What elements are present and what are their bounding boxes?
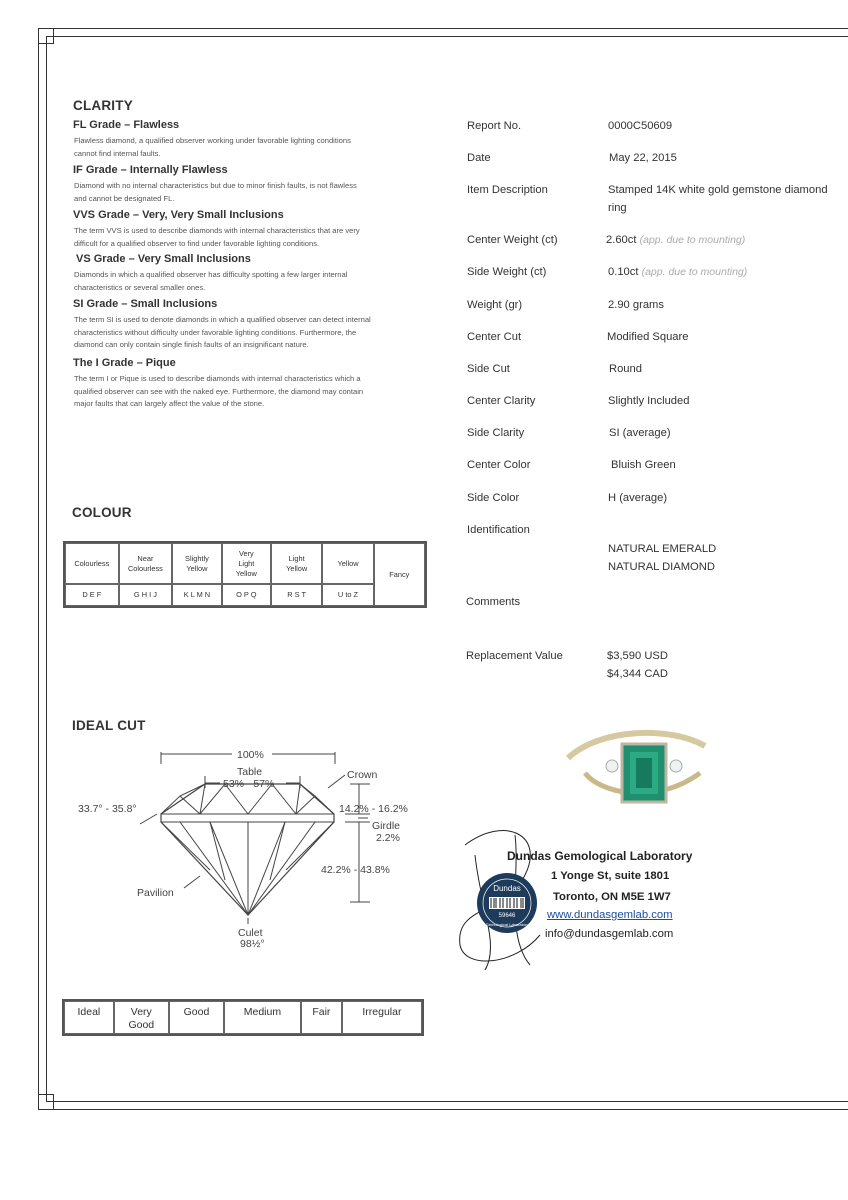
report-field-value-continued: ring xyxy=(608,202,627,214)
report-field-value-text: May 22, 2015 xyxy=(609,152,677,164)
colour-scale-label: Fancy xyxy=(389,569,410,579)
report-field-value xyxy=(608,266,747,278)
lab-website-link[interactable]: www.dundasgemlab.com xyxy=(547,909,673,921)
report-field-label: Side Weight (ct) xyxy=(467,266,547,278)
replacement-value-label: Replacement Value xyxy=(466,650,563,662)
clarity-grade-title: VS Grade – Very Small Inclusions xyxy=(76,253,251,265)
colour-scale-label: Yellow xyxy=(337,558,359,568)
report-field-value-text: Modified Square xyxy=(607,331,689,343)
cut-grade-label: Medium xyxy=(243,1006,282,1018)
colour-scale-label: Light xyxy=(238,558,255,568)
ideal-cut-diagram xyxy=(60,740,440,955)
lab-address-line2: Toronto, ON M5E 1W7 xyxy=(553,891,671,903)
diagram-crown-angle: 33.7° - 35.8° xyxy=(78,803,137,815)
clarity-grade-description: diamond can only contain single finish faults of an insignificant nature. xyxy=(74,340,309,349)
report-field-value-text: Stamped 14K white gold gemstone diamond xyxy=(608,184,828,196)
colour-scale-grade: G H I J xyxy=(119,584,173,606)
replacement-value-usd: $3,590 USD xyxy=(607,650,668,662)
report-field-label: Weight (gr) xyxy=(467,299,523,311)
seal-ring-text: Gemological Laboratory xyxy=(485,922,529,927)
replacement-value-cad: $4,344 CAD xyxy=(607,668,668,680)
report-field-label: Center Color xyxy=(467,459,531,471)
clarity-grade-title: SI Grade – Small Inclusions xyxy=(73,298,218,310)
report-field-note: (app. due to mounting) xyxy=(641,266,748,278)
diagram-pavilion-depth: 42.2% - 43.8% xyxy=(321,864,390,876)
clarity-grade-title: The I Grade – Pique xyxy=(73,357,176,369)
report-field-label: Side Clarity xyxy=(467,427,525,439)
lab-seal xyxy=(445,815,560,975)
clarity-grade-description: The term VVS is used to describe diamonds with internal characteristics that are very xyxy=(74,226,360,235)
diagram-girdle-pct: 2.2% xyxy=(376,832,400,844)
colour-scale-label: Near xyxy=(137,553,154,563)
cut-grade-label: Good xyxy=(183,1006,210,1018)
colour-scale-label-cell xyxy=(172,543,221,584)
colour-scale-grade: K L M N xyxy=(172,584,221,606)
report-field-value xyxy=(608,184,828,196)
clarity-grade-description: Diamonds in which a qualified observer has difficulty spotting a few larger internal xyxy=(74,270,348,279)
report-field-label: Date xyxy=(467,152,491,164)
seal-title: Dundas xyxy=(493,884,521,893)
cut-grade-label: Good xyxy=(128,1019,155,1031)
clarity-grade-description: qualified observer can see with the naked eye. Furthermore, the diamond may contain xyxy=(74,386,364,396)
colour-scale-label: Colourless xyxy=(127,563,163,573)
clarity-heading: CLARITY xyxy=(73,98,133,113)
report-field-value xyxy=(606,234,745,246)
cut-grade-row xyxy=(64,1001,422,1034)
report-field-value xyxy=(609,152,677,164)
report-field-label: Item Description xyxy=(467,184,548,196)
report-field-value-text: 0.10ct xyxy=(608,266,639,278)
cut-grade-label: Ideal xyxy=(77,1006,101,1018)
colour-scale-label-cell xyxy=(65,543,119,584)
colour-scale-label: Light xyxy=(288,553,305,563)
colour-scale-grade: R S T xyxy=(271,584,322,606)
colour-scale-label: Yellow xyxy=(235,568,257,578)
report-field-label: Center Cut xyxy=(467,331,522,343)
report-field-value xyxy=(608,492,667,504)
clarity-grade-description: Flawless diamond, a qualified observer working under favorable lighting conditions xyxy=(74,136,351,145)
colour-scale-grade: O P Q xyxy=(222,584,271,606)
report-field-value-text: Slightly Included xyxy=(608,395,690,407)
ideal-cut-heading: IDEAL CUT xyxy=(72,718,146,733)
report-field-value-text: 2.60ct xyxy=(606,234,637,246)
clarity-grade-title: FL Grade – Flawless xyxy=(73,119,180,131)
diagram-culet-label: Culet xyxy=(238,927,263,939)
cut-grade-cell xyxy=(169,1001,224,1034)
identification-value-1: NATURAL EMERALD xyxy=(608,543,717,555)
clarity-grade-description: characteristics or several smaller ones. xyxy=(74,282,206,292)
cut-grade-table xyxy=(62,999,424,1036)
colour-scale-table xyxy=(63,541,427,608)
clarity-grade-title: VVS Grade – Very, Very Small Inclusions xyxy=(73,209,284,221)
report-field-value-text: SI (average) xyxy=(609,427,671,439)
diagram-crown-height: 14.2% - 16.2% xyxy=(339,803,408,815)
border-corner xyxy=(38,28,54,44)
cut-grade-cell xyxy=(64,1001,114,1034)
cut-grade-cell xyxy=(224,1001,301,1034)
report-field-value-text: Bluish Green xyxy=(611,459,676,471)
colour-label-row xyxy=(65,543,425,584)
colour-scale-label: Yellow xyxy=(286,563,308,573)
report-field-note: (app. due to mounting) xyxy=(639,234,746,246)
identification-label: Identification xyxy=(467,524,530,536)
report-field-value xyxy=(611,459,676,471)
colour-scale-label-cell xyxy=(374,543,425,606)
report-field-value xyxy=(607,331,688,343)
colour-scale-label: Very xyxy=(238,548,254,558)
seal-number: 59646 xyxy=(498,913,516,919)
colour-scale-grade: D E F xyxy=(65,584,119,606)
clarity-grade-description: major faults that can largely affect the value of the stone. xyxy=(74,399,265,408)
cut-grade-label: Irregular xyxy=(362,1006,402,1018)
report-field-value xyxy=(609,427,671,439)
report-field-label: Report No. xyxy=(467,120,522,132)
clarity-grade-title: IF Grade – Internally Flawless xyxy=(73,164,228,176)
lab-name: Dundas Gemological Laboratory xyxy=(507,849,693,863)
diagram-100-label: 100% xyxy=(237,749,264,761)
diagram-crown-label: Crown xyxy=(347,769,378,781)
diagram-girdle-label: Girdle xyxy=(372,820,401,832)
colour-scale-grade: U to Z xyxy=(322,584,373,606)
diagram-culet-angle: 98½° xyxy=(240,938,265,950)
colour-heading: COLOUR xyxy=(72,505,132,520)
colour-scale-label-cell xyxy=(322,543,373,584)
clarity-grade-description: and cannot be designated FL. xyxy=(74,193,175,203)
report-field-value xyxy=(608,395,689,407)
report-field-label: Center Clarity xyxy=(467,395,536,407)
colour-scale-label: Yellow xyxy=(186,563,208,573)
border-corner xyxy=(38,1094,54,1110)
comments-label: Comments xyxy=(466,596,521,608)
colour-scale-label: Colourless xyxy=(74,558,110,568)
clarity-grade-description: characteristics without difficulty under favorable lighting conditions. Furthermore, the xyxy=(74,327,357,337)
cut-grade-cell xyxy=(301,1001,342,1034)
clarity-grade-description: The term I or Pique is used to describe diamonds with internal characteristics which a xyxy=(74,374,361,383)
report-field-value-text: Round xyxy=(609,363,642,375)
colour-scale-label-cell xyxy=(222,543,271,584)
colour-scale-label-cell xyxy=(271,543,322,584)
identification-value-2: NATURAL DIAMOND xyxy=(608,561,715,573)
cut-grade-cell xyxy=(114,1001,169,1034)
report-field-value xyxy=(609,363,642,375)
report-field-value-text: 0000C50609 xyxy=(608,120,673,132)
colour-grade-row xyxy=(65,584,425,606)
cut-grade-label: Fair xyxy=(312,1006,331,1018)
colour-scale-label-cell xyxy=(119,543,173,584)
report-field-label: Center Weight (ct) xyxy=(467,234,558,246)
report-field-value-text: 2.90 grams xyxy=(608,299,664,311)
colour-scale-label: Slightly xyxy=(185,553,209,563)
cut-grade-label: Very xyxy=(130,1006,152,1018)
clarity-grade-description: The term SI is used to denote diamonds in which a qualified observer can detect internal xyxy=(74,315,371,324)
clarity-grade-description: Diamond with no internal characteristics but due to minor finish faults, is not flawless xyxy=(74,181,357,190)
cut-grade-cell xyxy=(342,1001,422,1034)
diagram-pavilion-label: Pavilion xyxy=(137,887,174,899)
report-field-value xyxy=(608,299,664,311)
diagram-table-range: 53% - 57% xyxy=(223,778,275,790)
lab-email[interactable]: info@dundasgemlab.com xyxy=(545,928,674,940)
ring-photo xyxy=(560,718,710,818)
report-field-value-text: H (average) xyxy=(608,492,668,504)
report-field-label: Side Color xyxy=(467,492,520,504)
lab-address-line1: 1 Yonge St, suite 1801 xyxy=(551,870,670,882)
clarity-grade-description: cannot find internal faults. xyxy=(74,148,161,158)
report-field-label: Side Cut xyxy=(467,363,510,375)
diagram-table-label: Table xyxy=(237,766,263,778)
report-field-value xyxy=(608,120,672,132)
clarity-grade-description: difficult for a qualified observer to find under favorable lighting conditions. xyxy=(74,238,320,248)
